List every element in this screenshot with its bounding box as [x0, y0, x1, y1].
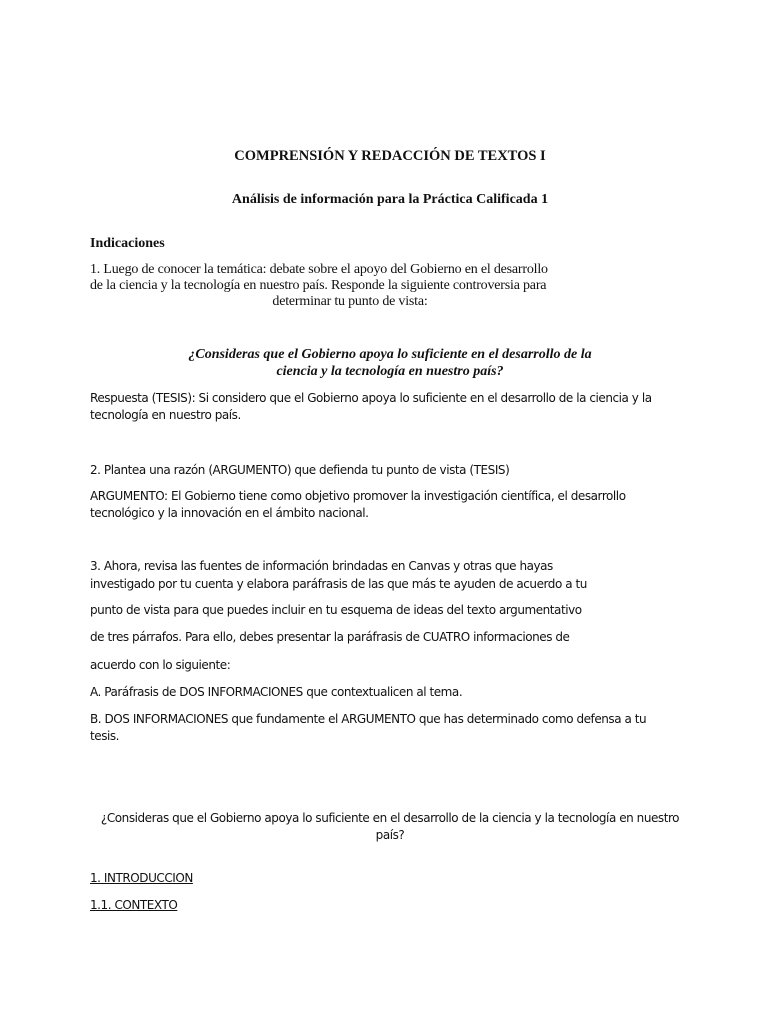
- indicaciones-line-3: determinar tu punto de vista:: [272, 294, 428, 309]
- item3-point-a: A. Paráfrasis de DOS INFORMACIONES que contextualicen al tema.: [90, 685, 463, 699]
- item3-line-2: investigado por tu cuenta y elabora paráfrasis de las que más te ayuden de acuerdo a tu: [90, 577, 587, 591]
- item3-line-5: acuerdo con lo siguiente:: [90, 658, 231, 672]
- item3-point-b: B. DOS INFORMACIONES que fundamente el ARGUMENTO que has determinado como defensa a tu tesis.: [90, 712, 647, 743]
- indicaciones-line-2: de la ciencia y la tecnología en nuestro país. Responde la siguiente controversia para: [90, 278, 547, 293]
- item3-line-3: punto de vista para que puedes incluir en tu esquema de ideas del texto argumentativo: [90, 603, 582, 617]
- section-contexto: 1.1. CONTEXTO: [90, 898, 178, 912]
- document-title: COMPRENSIÓN Y REDACCIÓN DE TEXTOS I: [234, 148, 546, 164]
- argumento-text: ARGUMENTO: El Gobierno tiene como objetivo promover la investigación científica, el desarrollo tecnológico y la innovación en el ámbito nacional.: [90, 489, 626, 520]
- question-line-2: ciencia y la tecnología en nuestro país?: [276, 364, 504, 379]
- closing-question: ¿Consideras que el Gobierno apoya lo suficiente en el desarrollo de la ciencia y la tecnología en nuestro país?: [100, 811, 680, 842]
- item3-line-4: de tres párrafos. Para ello, debes presentar la paráfrasis de CUATRO informaciones de: [90, 630, 570, 644]
- tesis-answer: Respuesta (TESIS): Si considero que el Gobierno apoya lo suficiente en el desarrollo de la ciencia y la tecnología en nuestro país.: [90, 391, 652, 422]
- indicaciones-line-1: 1. Luego de conocer la temática: debate sobre el apoyo del Gobierno en el desarrollo: [90, 262, 548, 277]
- indicaciones-heading: Indicaciones: [90, 236, 165, 251]
- document-subtitle: Análisis de información para la Práctica Calificada 1: [231, 192, 549, 207]
- argumento-prompt: 2. Plantea una razón (ARGUMENTO) que defienda tu punto de vista (TESIS): [90, 463, 510, 477]
- section-introduccion: 1. INTRODUCCION: [90, 871, 193, 885]
- item3-line-1: 3. Ahora, revisa las fuentes de información brindadas en Canvas y otras que hayas: [90, 559, 553, 573]
- question-line-1: ¿Consideras que el Gobierno apoya lo suficiente en el desarrollo de la: [188, 347, 592, 362]
